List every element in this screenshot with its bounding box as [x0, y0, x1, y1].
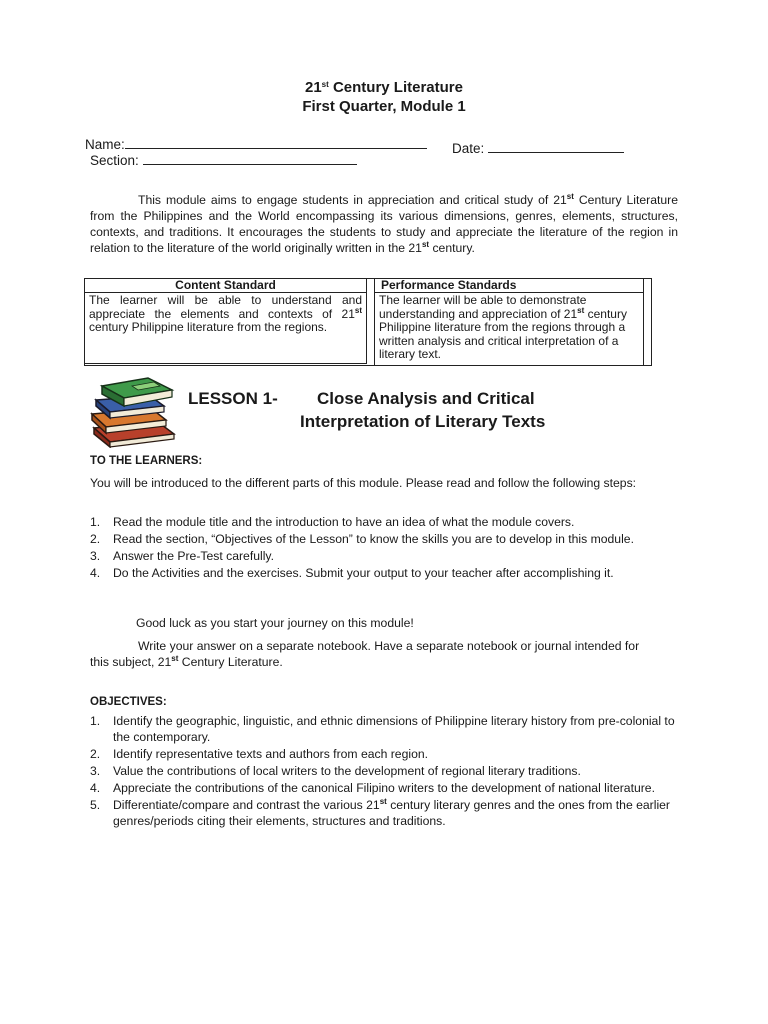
- list-item: 2. Identify representative texts and authors from each region.: [90, 747, 429, 761]
- lesson-title-line1: Close Analysis and Critical: [317, 389, 535, 408]
- notebook-instructions: Write your answer on a separate notebook. Have a separate notebook or journal intended for this subject, 21st Century Literature.: [90, 639, 640, 669]
- module-title: 21st Century Literature: [304, 79, 463, 96]
- lesson-label: LESSON 1-: [188, 389, 278, 408]
- learners-intro: You will be introduced to the different parts of this module. Please read and follow the following steps:: [90, 476, 637, 490]
- learners-steps-list: [90, 514, 660, 582]
- good-luck-text: Good luck as you start your journey on this module!: [136, 616, 414, 630]
- list-item: 1. Identify the geographic, linguistic, and ethnic dimensions of Philippine literary history from pre-colonial to the contemporary.: [90, 714, 675, 744]
- section-field: [90, 152, 357, 168]
- content-standard-header: Content Standard: [85, 279, 366, 293]
- content-standard-cell: [84, 278, 367, 364]
- objectives-list: [90, 713, 690, 830]
- stacked-books-icon: [88, 376, 180, 448]
- date-label: Date:: [452, 141, 485, 156]
- content-standard-text: The learner will be able to understand and appreciate the elements and contexts of 21st century Philippine literature from the regions.: [89, 293, 362, 334]
- learners-heading: TO THE LEARNERS:: [90, 455, 203, 467]
- performance-standard-cell: [374, 278, 644, 366]
- list-item: 1. Read the module title and the introduction to have an idea of what the module covers.: [90, 515, 575, 529]
- module-subtitle: First Quarter, Module 1: [302, 98, 466, 115]
- intro-paragraph: This module aims to engage students in appreciation and critical study of 21st Century Literature from the Philippines and the World encompassing its various dimensions, genres, elements, structures, contexts, and traditions. It encourages the students to study and appreciate the literature of the region in relation to the literature of the world originally written in the 21st century.: [90, 192, 678, 255]
- date-line[interactable]: [488, 140, 624, 153]
- list-item: 4. Do the Activities and the exercises. Submit your output to your teacher after accomplishing it.: [90, 566, 614, 580]
- performance-standard-text: The learner will be able to demonstrate understanding and appreciation of 21st century Philippine literature from the regions through a written analysis and critical interpretation of a literary text.: [379, 293, 627, 361]
- list-item: 5. Differentiate/compare and contrast the various 21st century literary genres and the ones from the earlier genres/periods citing their elements, structures and traditions.: [90, 797, 670, 828]
- section-line[interactable]: [143, 152, 357, 165]
- lesson-title-line2: Interpretation of Literary Texts: [300, 412, 546, 431]
- performance-standard-header: Performance Standards: [375, 279, 643, 293]
- module-introduction: [90, 192, 678, 256]
- name-line[interactable]: [125, 136, 427, 149]
- name-label: Name:: [85, 137, 125, 152]
- list-item: 3. Value the contributions of local writers to the development of regional literary traditions.: [90, 764, 581, 778]
- list-item: 3. Answer the Pre-Test carefully.: [90, 549, 274, 563]
- name-field: [85, 136, 427, 152]
- date-field: [452, 140, 624, 156]
- list-item: 4. Appreciate the contributions of the canonical Filipino writers to the development of national literature.: [90, 781, 655, 795]
- objectives-heading: OBJECTIVES:: [90, 696, 167, 708]
- section-label: Section:: [90, 153, 139, 168]
- list-item: 2. Read the section, “Objectives of the Lesson” to know the skills you are to develop in this module.: [90, 532, 634, 546]
